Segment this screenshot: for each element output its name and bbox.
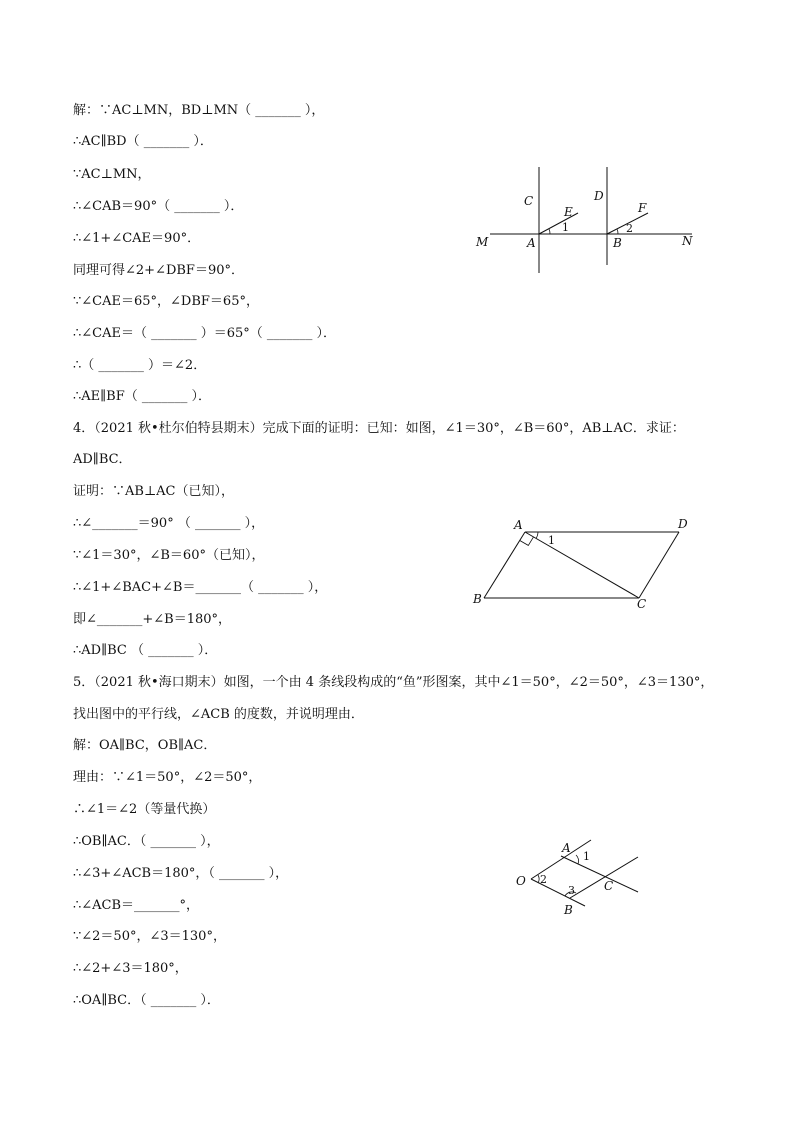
parallel-lines-figure (470, 165, 705, 280)
label-A: A (562, 841, 571, 855)
label-1: 1 (548, 534, 555, 547)
s3-line-8: ∴∠CAE＝（ _______ ）＝65°（ _______ ）． (73, 326, 337, 341)
s3-line-1: 解：∵AC⊥MN，BD⊥MN（ _______ ）， (73, 103, 325, 118)
label-2: 2 (626, 222, 633, 235)
label-M: M (476, 235, 489, 249)
s3-line-10: ∴AE∥BF（ _______ ）． (73, 389, 211, 404)
label-C: C (637, 597, 647, 611)
label-2: 2 (540, 873, 547, 886)
label-O: O (516, 874, 526, 888)
label-1: 1 (562, 221, 569, 234)
s3-line-9: ∴（ _______ ）＝∠2． (73, 358, 207, 373)
q5-line-10: ∴∠2+∠3＝180°， (73, 961, 188, 976)
s3-line-5: ∴∠1+∠CAE＝90°． (73, 231, 201, 246)
label-D: D (678, 517, 688, 531)
q4-line-5: ∵∠1＝30°，∠B＝60°（已知）， (73, 548, 265, 563)
label-F: F (638, 201, 647, 215)
label-C: C (604, 879, 614, 893)
label-E: E (564, 205, 573, 219)
label-3: 3 (568, 884, 575, 897)
q5-line-11: ∴OA∥BC．（ _______ ）． (73, 993, 220, 1008)
s3-line-6: 同理可得∠2+∠DBF＝90°． (73, 263, 244, 278)
label-A: A (527, 236, 536, 250)
label-1: 1 (583, 850, 590, 863)
q4-line-3: 证明：∵AB⊥AC（已知）， (73, 484, 235, 499)
s3-line-3: ∵AC⊥MN， (73, 167, 151, 182)
q5-line-9: ∵∠2＝50°，∠3＝130°， (73, 929, 226, 944)
label-C: C (524, 194, 534, 208)
q4-line-8: ∴AD∥BC （ _______ ）． (73, 643, 218, 658)
label-B: B (564, 903, 573, 917)
s3-line-7: ∵∠CAE＝65°，∠DBF＝65°， (73, 294, 259, 309)
s3-line-2: ∴AC∥BD（ _______ ）． (73, 134, 213, 149)
q5-line-1: 5．（2021 秋•海口期末）如图，一个由 4 条线段构成的“鱼”形图案，其中∠1＝50°，∠2＝50°，∠3＝130°， (73, 675, 714, 690)
q5-line-5: ∴∠1＝∠2（等量代换） (73, 802, 216, 817)
q5-line-6: ∴OB∥AC．（ _______ ）， (73, 834, 220, 849)
parallelogram-figure (465, 510, 705, 615)
label-N: N (682, 234, 693, 248)
q4-line-7: 即∠_______+∠B＝180°， (73, 612, 232, 627)
s3-line-4: ∴∠CAB＝90°（ _______ ）． (73, 199, 244, 214)
q4-line-2: AD∥BC． (73, 452, 132, 467)
q5-line-3: 解：OA∥BC，OB∥AC． (73, 738, 217, 753)
label-B: B (473, 592, 482, 606)
label-D: D (594, 189, 604, 203)
q4-line-1: 4．（2021 秋•杜尔伯特县期末）完成下面的证明：已知：如图，∠1＝30°，∠B＝60°，AB⊥AC．求证： (73, 421, 685, 436)
q4-line-6: ∴∠1+∠BAC+∠B＝_______（ _______ ）， (73, 580, 328, 595)
q5-line-7: ∴∠3+∠ACB＝180°，（ _______ ）， (73, 866, 289, 881)
q5-line-8: ∴∠ACB＝_______°， (73, 898, 200, 913)
q4-line-4: ∴∠_______＝90° （ _______ ）， (73, 516, 265, 531)
label-B: B (613, 236, 622, 250)
q5-line-2: 找出图中的平行线，∠ACB 的度数，并说明理由． (73, 707, 364, 722)
q5-line-4: 理由：∵∠1＝50°，∠2＝50°， (73, 770, 262, 785)
label-A: A (514, 518, 523, 532)
fish-figure (505, 830, 655, 925)
